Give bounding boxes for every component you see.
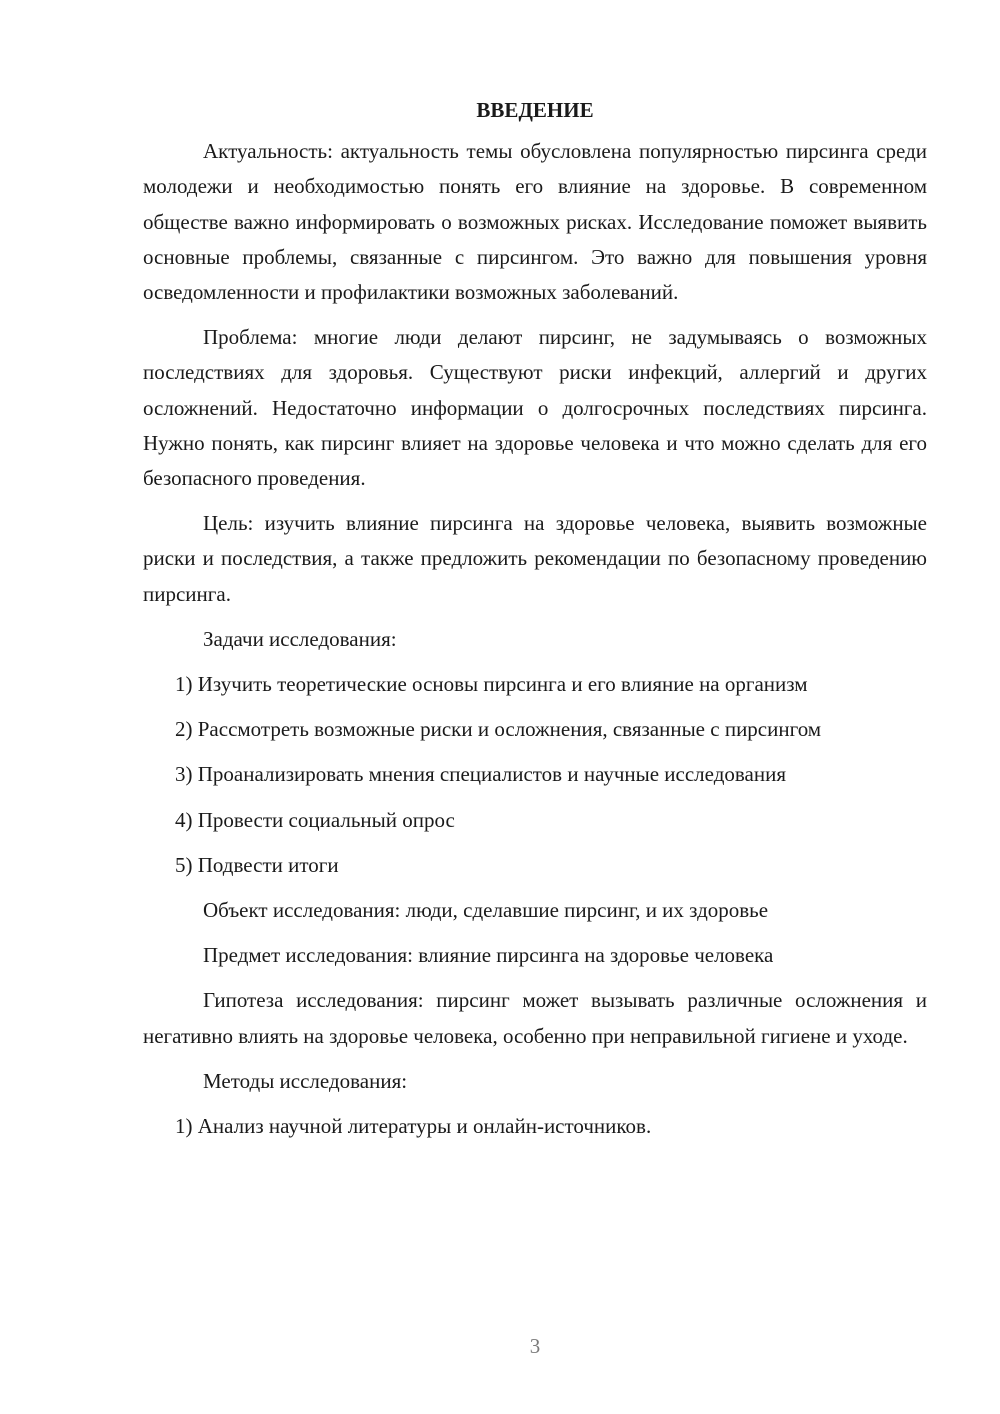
object-line: Объект исследования: люди, сделавшие пирсинг, и их здоровье bbox=[203, 898, 769, 923]
task-item-3: 3) Проанализировать мнения специалистов и научные исследования bbox=[175, 762, 786, 787]
task-item-2: 2) Рассмотреть возможные риски и осложнения, связанные с пирсингом bbox=[175, 717, 822, 742]
task-item-4: 4) Провести социальный опрос bbox=[175, 807, 455, 832]
method-item-1: 1) Анализ научной литературы и онлайн-источников. bbox=[175, 1114, 652, 1139]
tasks-heading: Задачи исследования: bbox=[203, 626, 397, 651]
page-title: ВВЕДЕНИЕ bbox=[476, 98, 594, 122]
subject-line: Предмет исследования: влияние пирсинга на здоровье человека bbox=[203, 943, 774, 968]
page-number: 3 bbox=[529, 1334, 541, 1358]
hypothesis-paragraph: Гипотеза исследования: пирсинг может вызывать различные осложнения и негативно влиять на здоровье человека, особенно при неправильной гигиене и уходе. bbox=[143, 988, 927, 1048]
task-item-1: 1) Изучить теоретические основы пирсинга и его влияние на организм bbox=[175, 672, 808, 697]
document-page bbox=[143, 93, 927, 1154]
relevance-paragraph: Актуальность: актуальность темы обусловлена популярностью пирсинга среди молодежи и необходимостью понять его влияние на здоровье. В современном обществе важно информировать о возможных рисках. Исследование поможет выявить основные проблемы, связанные с пирсингом. Это важно для повышения уровня осведомленности и профилактики возможных заболеваний. bbox=[143, 139, 927, 305]
task-item-5: 5) Подвести итоги bbox=[175, 852, 339, 877]
methods-heading: Методы исследования: bbox=[203, 1068, 408, 1093]
problem-paragraph: Проблема: многие люди делают пирсинг, не задумываясь о возможных последствиях для здоровья. Существуют риски инфекций, аллергий и других осложнений. Недостаточно информации о долгосрочных последствиях пирсинга. Нужно понять, как пирсинг влияет на здоровье человека и что можно сделать для его безопасного проведения. bbox=[143, 325, 927, 491]
goal-paragraph: Цель: изучить влияние пирсинга на здоровье человека, выявить возможные риски и последствия, а также предложить рекомендации по безопасному проведению пирсинга. bbox=[143, 511, 927, 606]
